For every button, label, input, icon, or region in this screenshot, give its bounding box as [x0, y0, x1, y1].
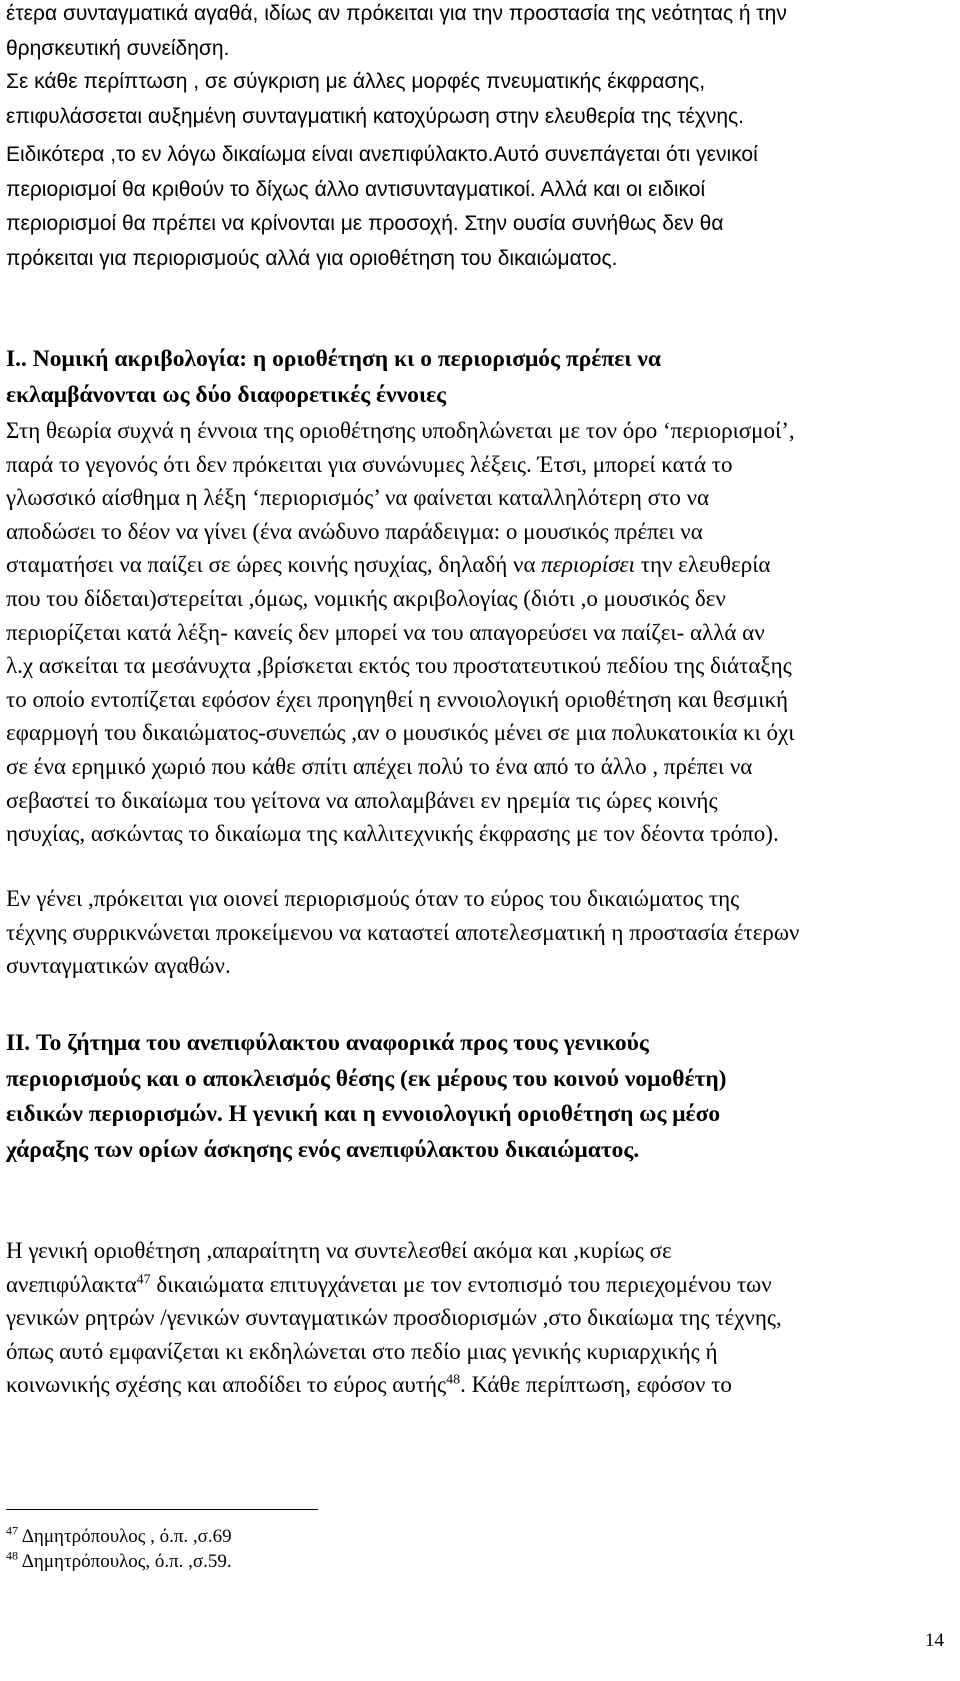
text-line: Ειδικότερα ,το εν λόγω δικαίωμα είναι ανεπιφύλακτο.Αυτό συνεπάγεται ότι γενικοί — [6, 143, 758, 166]
heading-line: περιορισμούς και ο αποκλεισμός θέσης (εκ μέρους του κοινού νομοθέτη) — [6, 1065, 727, 1092]
text-line: που του δίδεται)στερείται ,όμως, νομικής ακριβολογίας (διότι ,ο μουσικός δεν — [6, 585, 726, 611]
footnote-text: Δημητρόπουλος , ό.π. ,σ.69 — [18, 1526, 232, 1547]
text-line: θρησκευτική συνείδηση. — [6, 36, 230, 60]
text-line: το οποίο εντοπίζεται εφόσον έχει προηγηθεί η εννοιολογική οριοθέτηση και θεσμική — [6, 686, 789, 712]
footnote-ref[interactable]: 47 — [136, 1271, 151, 1287]
text-line — [6, 1268, 948, 1302]
body-paragraph-3 — [6, 1234, 948, 1402]
text-line: έτερα συνταγματικά αγαθά, ιδίως αν πρόκειται για την προστασία της νεότητας ή την — [6, 2, 787, 25]
intro-paragraph — [6, 0, 948, 66]
text-segment: ανεπιφύλακτα — [6, 1271, 137, 1297]
text-segment: την ελευθερία — [635, 552, 771, 578]
text-line: λ.χ ασκείται τα μεσάνυχτα ,βρίσκεται εκτός του προστατευτικού πεδίου της διάταξης — [6, 653, 792, 679]
section-heading-1 — [6, 342, 948, 413]
text-segment: δικαιώματα επιτυγχάνεται με τον εντοπισμό του περιεχομένου των — [150, 1271, 772, 1297]
text-line: σεβαστεί το δικαίωμα του γείτονα να απολαμβάνει εν ηρεμία τις ώρες κοινής — [6, 787, 718, 813]
text-line: εφαρμογή του δικαιώματος-συνεπώς ,αν ο μουσικός μένει σε μια πολυκατοικία κι όχι — [6, 720, 795, 746]
footnote-number: 47 — [6, 1523, 18, 1538]
text-line: Στη θεωρία συχνά η έννοια της οριοθέτησης υποδηλώνεται με τον όρο ‘περιορισμοί’, — [6, 418, 795, 443]
text-segment: κοινωνικής σχέσης και αποδίδει το εύρος αυτής — [6, 1372, 447, 1398]
footnote-text: Δημητρόπουλος, ό.π. ,σ.59. — [18, 1551, 232, 1572]
footnote-48 — [6, 1550, 232, 1574]
body-paragraph-2 — [6, 882, 948, 983]
text-line: παρά το γεγονός ότι δεν πρόκειται για συνώνυμες λέξεις. Έτσι, μπορεί κατά το — [6, 451, 733, 477]
footnote-47 — [6, 1525, 232, 1549]
page-number: 14 — [925, 1630, 944, 1651]
text-line — [6, 548, 948, 582]
protection-paragraph — [6, 65, 948, 134]
section-heading-2 — [6, 1026, 948, 1168]
text-line: Η γενική οριοθέτηση ,απαραίτητη να συντελεσθεί ακόμα και ,κυρίως σε — [6, 1238, 672, 1263]
specifically-paragraph — [6, 138, 948, 276]
heading-line: ειδικών περιορισμών. Η γενική και η εννοιολογική οριοθέτηση ως μέσο — [6, 1101, 721, 1127]
text-line: γενικών ρητρών /γενικών συνταγματικών προσδιορισμών ,στο δικαίωμα της τέχνης, — [6, 1305, 782, 1331]
text-line: γλωσσικό αίσθημα η λέξη ‘περιορισμός’ να φαίνεται καταλληλότερη στο να — [6, 485, 710, 511]
heading-line: II. Το ζήτημα του ανεπιφύλακτου αναφορικά προς τους γενικούς — [6, 1030, 649, 1056]
text-line: περιορίζεται κατά λέξη- κανείς δεν μπορεί να του απαγορεύσει να παίζει- αλλά αν — [6, 619, 765, 645]
text-line: περιορισμοί θα κριθούν το δίχως άλλο αντισυνταγματικοί. Αλλά και οι ειδικοί — [6, 177, 706, 201]
text-segment: σταματήσει να παίζει σε ώρες κοινής ησυχίας, δηλαδή να — [6, 552, 542, 578]
italic-word: περιορίσει — [541, 552, 636, 578]
text-line: Σε κάθε περίπτωση , σε σύγκριση με άλλες μορφές πνευματικής έκφρασης, — [6, 70, 706, 93]
text-line: επιφυλάσσεται αυξημένη συνταγματική κατοχύρωση στην ελευθερία της τέχνης. — [6, 104, 745, 128]
text-line: ησυχίας, ασκώντας το δικαίωμα της καλλιτεχνικής έκφρασης με τον δέοντα τρόπο). — [6, 821, 779, 847]
footnote-divider — [6, 1509, 318, 1510]
heading-line: εκλαμβάνονται ως δύο διαφορετικές έννοιες — [6, 381, 447, 408]
text-line: Εν γένει ,πρόκειται για οιονεί περιορισμούς όταν το εύρος του δικαιώματος της — [6, 886, 740, 911]
heading-line: χάραξης των ορίων άσκησης ενός ανεπιφύλακτου δικαιώματος. — [6, 1136, 640, 1163]
text-line: πρόκειται για περιορισμούς αλλά για οριοθέτηση του δικαιώματος. — [6, 246, 618, 270]
text-line: συνταγματικών αγαθών. — [6, 953, 231, 979]
text-line: τέχνης συρρικνώνεται προκείμενου να καταστεί αποτελεσματική η προστασία έτερων — [6, 919, 800, 945]
heading-line: I.. Νομική ακριβολογία: η οριοθέτηση κι ο περιορισμός πρέπει να — [6, 346, 662, 372]
text-line — [6, 1368, 948, 1402]
text-line: αποδώσει το δέον να γίνει (ένα ανώδυνο παράδειγμα: ο μουσικός πρέπει να — [6, 518, 703, 544]
text-line: περιορισμοί θα πρέπει να κρίνονται με προσοχή. Στην ουσία συνήθως δεν θα — [6, 212, 724, 235]
text-line: όπως αυτό εμφανίζεται κι εκδηλώνεται στο πεδίο μιας γενικής κυριαρχικής ή — [6, 1338, 718, 1364]
text-segment: . Κάθε περίπτωση, εφόσον το — [460, 1372, 732, 1398]
footnote-ref[interactable]: 48 — [446, 1372, 461, 1388]
footnote-number: 48 — [6, 1548, 18, 1563]
body-paragraph-1 — [6, 414, 948, 851]
text-line: σε ένα ερημικό χωριό που κάθε σπίτι απέχει πολύ το ένα από το άλλο , πρέπει να — [6, 753, 753, 779]
